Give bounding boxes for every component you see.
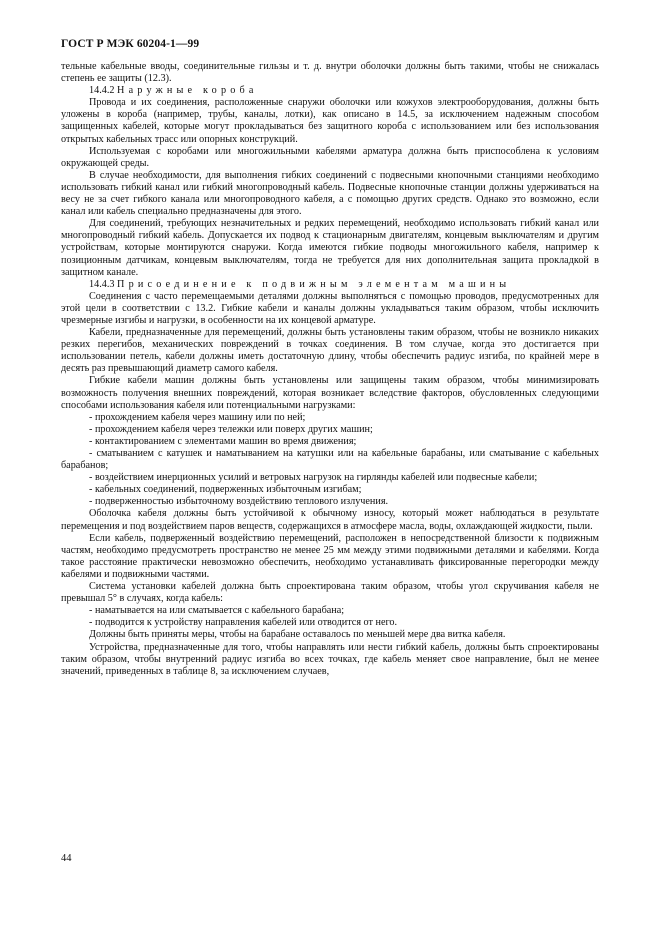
section-title: Наружные короба	[117, 85, 258, 97]
paragraph: Кабели, предназначенные для перемещений, должны быть установлены таким образом, чтобы не возникло никаких резких перегибов, механических повреждений в точках соединения. В том случае, когда это достигается при использовании петель, кабели должны иметь достаточную длину, чтобы обеспечить радиус изгиба, по крайней мере в десять раз превышающий диаметр самого кабеля.	[61, 327, 599, 375]
paragraph: Для соединений, требующих незначительных и редких перемещений, необходимо использовать гибкий канал или многопроводный гибкий кабель. Допускается их подвод к стационарным двигателям, концевым выключателям и другим устройствам, которые монтируются снаружи. Когда имеются гибкие подводы многожильного кабеля, например к позиционным датчикам, концевым выключателям, тогда не требуется для них дополнительная защита прокладкой в защитном канале.	[61, 218, 599, 278]
section-heading	[61, 279, 599, 291]
list-item: - прохождением кабеля через тележки или поверх других машин;	[89, 423, 373, 435]
paragraph: Если кабель, подверженный воздействию перемещений, расположен в непосредственной близости к подвижным частям, необходимо предусмотреть пространство не менее 25 мм между этими подвижными деталями и кабелями. Когда такое расстояние практически невозможно обеспечить, необходимо устанавливать фиксированные перегородки между кабелями и подвижными частями.	[61, 532, 599, 580]
paragraph: В случае необходимости, для выполнения гибких соединений с подвесными кнопочными станциями необходимо использовать гибкий канал или гибкий многопроводный кабель. Подвесные кнопочные станции должны удерживаться на весу не за счет гибкого канала или многопроводного кабеля, а с помощью других средств. Однако это возможно, если канал или кабель специально предназначены для этого.	[61, 169, 599, 218]
page-body	[61, 61, 599, 678]
section-heading	[61, 85, 599, 97]
list-item: - сматыванием с катушек и наматыванием на катушки или на кабельные барабаны, или сматывание с кабельных барабанов;	[61, 448, 599, 472]
paragraph: Провода и их соединения, расположенные снаружи оболочки или кожухов электрооборудования, должны быть уложены в короба (например, трубы, каналы, лотки), как описано в 14.5, за исключением надежным способом защищенных кабелей, которые могут прокладываться без защитного короба с использованием или без использования открытых кабельных трасс или опорных конструкций.	[61, 97, 599, 145]
page-number: 44	[61, 853, 72, 864]
list-item: - воздействием инерционных усилий и ветровых нагрузок на гирлянды кабелей или подвесные кабели;	[89, 472, 538, 484]
list-item: - контактированием с элементами машин во время движения;	[89, 435, 357, 447]
list-item: - кабельных соединений, подверженных избыточным изгибам;	[89, 484, 362, 496]
paragraph: Оболочка кабеля должны быть устойчивой к обычному износу, который может наблюдаться в результате перемещения и под воздействием паров веществ, содержащихся в атмосфере масла, воды, охлаждающей жидкости, пыли.	[61, 508, 599, 532]
paragraph: Используемая с коробами или многожильными кабелями арматура должна быть приспособлена к условиям окружающей среды.	[61, 145, 599, 169]
section-number: 14.4.3	[89, 278, 115, 290]
paragraph: Гибкие кабели машин должны быть установлены или защищены таким образом, чтобы минимизировать возможность получения внешних повреждений, которая возникает вследствие факторов, обусловленных следующими способами использования кабеля или потенциальными нагрузками:	[61, 375, 599, 411]
page-header: ГОСТ Р МЭК 60204-1—99	[61, 38, 200, 50]
list-item: - прохождением кабеля через машину или по ней;	[89, 411, 306, 423]
paragraph: Устройства, предназначенные для того, чтобы направлять или нести гибкий кабель, должны быть спроектированы таким образом, чтобы внутренний радиус изгиба во всех точках, где кабель меняет свое направление, был не менее значений, приведенных в таблице 8, за исключением случаев,	[61, 641, 599, 677]
paragraph: Должны быть приняты меры, чтобы на барабане оставалось по меньшей мере два витка кабеля.	[89, 629, 506, 641]
section-number: 14.4.2	[89, 85, 115, 97]
paragraph: Система установки кабелей должна быть спроектирована таким образом, чтобы угол скручивания кабеля не превышал 5° в случаях, когда кабель:	[61, 581, 599, 605]
section-title: Присоединение к подвижным элементам машины	[117, 278, 511, 290]
paragraph: тельные кабельные вводы, соединительные гильзы и т. д. внутри оболочки должны быть такими, чтобы не снижалась степень ее защиты (12.3).	[61, 61, 599, 85]
list-item: - наматывается на или сматывается с кабельного барабана;	[89, 605, 345, 617]
list-item: - подводится к устройству направления кабелей или отводится от него.	[89, 617, 398, 629]
paragraph: Соединения с часто перемещаемыми деталями должны выполняться с помощью проводов, предусмотренных для этой цели в соответствии с 13.2. Гибкие кабели и каналы должны укладываться таким образом, чтобы исключить чрезмерные изгибы и нагрузки, в особенности на их концевой арматуре.	[61, 290, 599, 326]
list-item: - подверженностью избыточному воздействию теплового излучения.	[89, 496, 389, 508]
